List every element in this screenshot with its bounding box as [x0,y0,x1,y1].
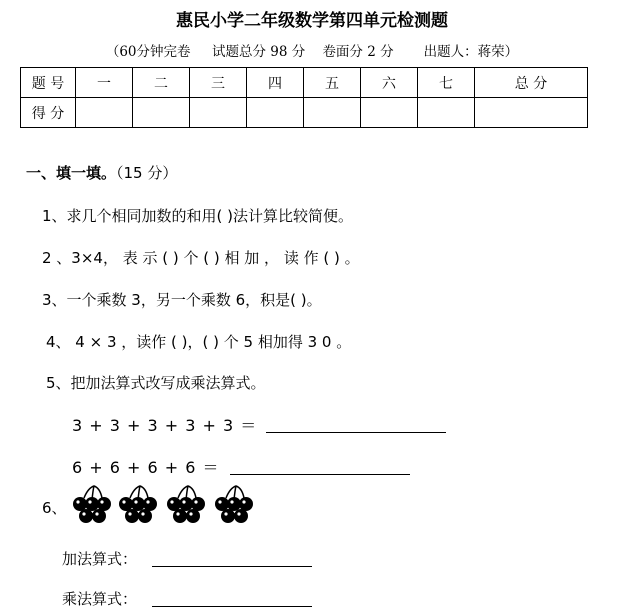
score-entry-cell[interactable] [190,98,247,128]
table-cell: 题 号 [21,68,76,98]
exam-info [0,40,624,60]
table-cell: 二 [133,68,190,98]
score-entry-cell[interactable] [76,98,133,128]
table-cell: 得 分 [21,98,76,128]
answer-line-a[interactable] [266,432,446,433]
section-points: （15 分） [116,164,178,182]
add-expression-line[interactable] [152,566,312,567]
table-cell: 六 [361,68,418,98]
section-title: 一、填一填。 [26,164,117,182]
question-1: 1、求几个相同加数的和用( )法计算比较简便。 [42,207,354,225]
table-cell: 总 分 [475,68,588,98]
mul-expression-label: 乘法算式： [62,590,138,608]
score-entry-cell[interactable] [475,98,588,128]
exam-time: （60分钟完卷 [105,44,191,60]
table-row [21,68,588,98]
question-5: 5、把加法算式改写成乘法算式。 [46,374,266,392]
answer-line-b[interactable] [230,474,410,475]
exam-neat-score: 卷面分 2 分 [322,44,394,60]
score-entry-cell[interactable] [247,98,304,128]
page-title: 惠民小学二年级数学第四单元检测题 [176,11,448,31]
score-entry-cell[interactable] [133,98,190,128]
mul-expression-line[interactable] [152,606,312,607]
question-3: 3、一个乘数 3，另一个乘数 6，积是( )。 [42,291,322,309]
section-heading [26,162,177,183]
score-table [20,67,588,128]
question-2: 2 、3×4， 表 示 ( ) 个 ( ) 相 加 ， 读 作 ( ) 。 [42,249,360,267]
question-4: 4、 4 × 3 ，读作 ( )，( ) 个 5 相加得 3 0 。 [46,333,352,351]
table-cell: 七 [418,68,475,98]
exam-author: 出题人：蒋荣） [423,44,519,60]
add-expression-label: 加法算式： [62,550,138,568]
score-entry-cell[interactable] [361,98,418,128]
score-entry-cell[interactable] [418,98,475,128]
table-row [21,98,588,128]
cherry-bunches-image [72,484,262,526]
equation-b: 6 + 6 + 6 + 6 ＝ [72,458,220,477]
table-cell: 四 [247,68,304,98]
question-6: 6、 [42,499,67,517]
table-cell: 五 [304,68,361,98]
table-cell: 一 [76,68,133,98]
score-entry-cell[interactable] [304,98,361,128]
equation-a: 3 + 3 + 3 + 3 + 3 ＝ [72,416,258,435]
table-cell: 三 [190,68,247,98]
exam-total: 试题总分 98 分 [212,44,306,60]
